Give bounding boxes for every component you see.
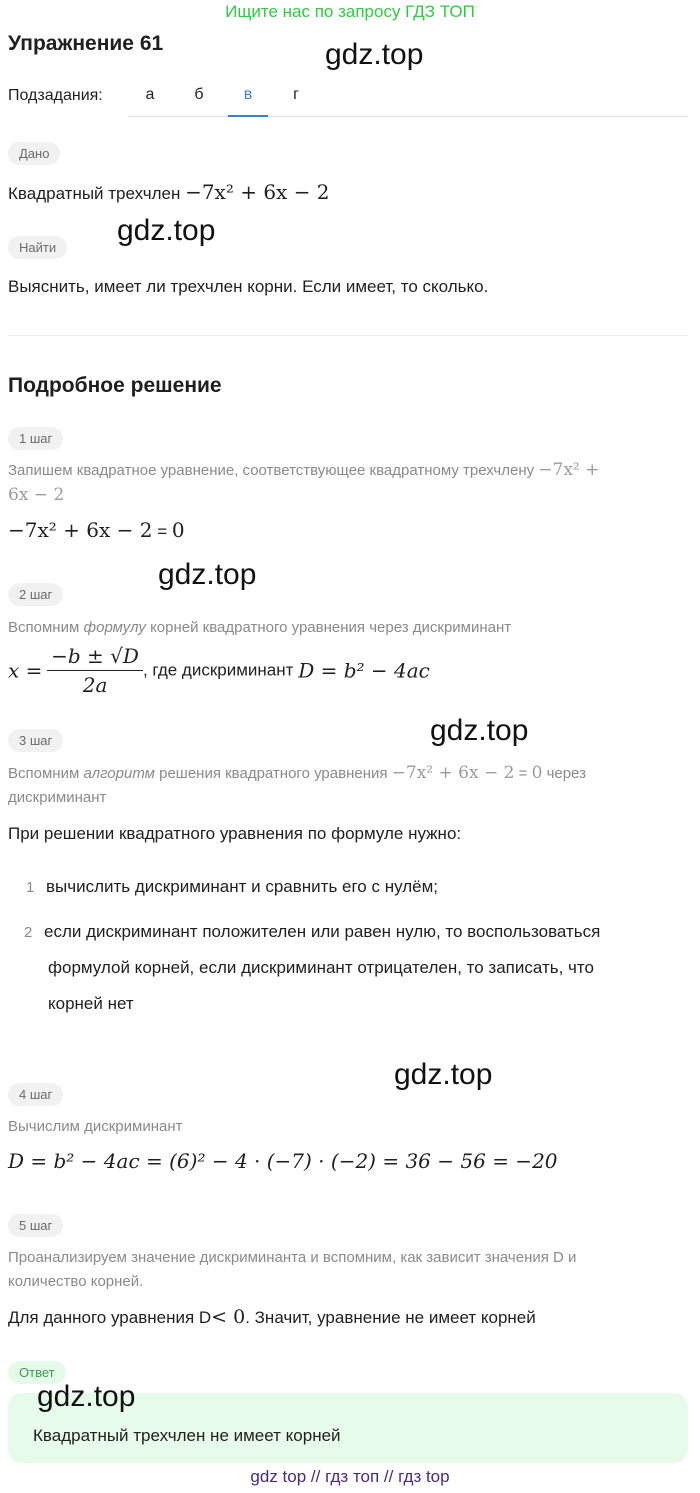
step-3-intro: При решении квадратного уравнения по формуле нужно: (8, 824, 462, 843)
list-item: вычислить дискриминант и сравнить его с нулём; (46, 877, 439, 896)
step-1-equation (8, 518, 185, 542)
given-expression: −7x² + 6x − 2 (185, 180, 330, 204)
tab-b[interactable]: б (194, 86, 204, 103)
watermark: gdz.top (158, 558, 257, 591)
answer-text: Квадратный трехчлен не имеет корней (33, 1426, 341, 1445)
find-text: Выяснить, имеет ли трехчлен корни. Если имеет, то сколько. (8, 277, 489, 296)
tab-a[interactable]: а (145, 86, 155, 103)
quadratic-formula-fraction (47, 644, 143, 697)
step-1-desc-expr-cont: 6x − 2 (8, 485, 65, 505)
solution-title: Подробное решение (8, 374, 222, 397)
conclusion-text: Для данного уравнения D (8, 1308, 212, 1327)
formula-x: x = (8, 658, 43, 683)
step-3-desc-emphasis: алгоритм (83, 765, 155, 782)
conclusion-inequality: < 0 (211, 1306, 246, 1328)
list-item: если дискриминант положителен или равен нулю, то воспользоваться (44, 922, 601, 941)
step-5-chip: 5 шаг (8, 1214, 63, 1237)
step-2-description (8, 616, 511, 640)
step-3-chip: 3 шаг (8, 729, 63, 752)
step-5-desc-line1: Проанализируем значение дискриминанта и вспомним, как зависит значения D и (8, 1249, 577, 1266)
step-4-calculation: D = b² − 4ac = (6)² − 4 · (−7) · (−2) = 36 − 56 = −20 (8, 1149, 558, 1173)
watermark: gdz.top (394, 1058, 493, 1091)
step-3-desc-zero: 0 (531, 763, 543, 783)
step-5-conclusion (8, 1306, 536, 1328)
step-3-desc-end: дискриминант (8, 789, 107, 806)
step-3-desc-text-cont: решения квадратного уравнения (159, 765, 388, 782)
conclusion-text-cont: . Значит, уравнение не имеет корней (245, 1308, 536, 1327)
step-3-desc-text: Вспомним (8, 765, 80, 782)
tab-g[interactable]: г (293, 86, 299, 103)
step-4-chip: 4 шаг (8, 1083, 63, 1106)
list-number: 2 (24, 924, 33, 941)
list-item-cont: корней нет (48, 994, 134, 1013)
subtask-tabs (128, 80, 688, 117)
watermark: gdz.top (325, 38, 424, 71)
equation-equals: = (157, 522, 168, 541)
step-2-desc-text: Вспомним (8, 619, 80, 636)
step-1-description (8, 458, 688, 508)
watermark: gdz.top (117, 214, 216, 247)
equation-left: −7x² + 6x − 2 (8, 518, 153, 542)
step-1-chip: 1 шаг (8, 427, 63, 450)
answer-chip: Ответ (8, 1361, 66, 1384)
step-2-formula (8, 644, 430, 698)
subtasks-label: Подзадания: (8, 87, 103, 104)
find-chip: Найти (8, 236, 67, 259)
step-3-desc-expr: −7x² + 6x − 2 (391, 763, 515, 783)
step-1-desc-expr: −7x² + (538, 460, 600, 480)
watermark: gdz.top (430, 714, 529, 747)
step-2-desc-emphasis: формулу (83, 619, 146, 636)
step-2-chip: 2 шаг (8, 583, 63, 606)
page-title: Упражнение 61 (8, 32, 164, 55)
list-number: 1 (26, 879, 35, 896)
watermark: gdz.top (37, 1380, 136, 1413)
given-text (8, 180, 330, 204)
list-item-cont: формулой корней, если дискриминант отрицателен, то записать, что (48, 958, 594, 977)
tab-v[interactable]: в (228, 86, 268, 117)
formula-denominator: 2a (82, 673, 108, 697)
step-4-description: Вычислим дискриминант (8, 1118, 183, 1135)
step-3-description (8, 761, 688, 810)
step-3-desc-through: через (546, 765, 586, 782)
promo-banner-top[interactable]: Ищите нас по запросу ГДЗ ТОП (225, 2, 475, 21)
step-3-desc-equals: = (518, 765, 528, 782)
discriminant-formula: D = b² − 4ac (298, 658, 430, 683)
step-1-desc-text: Запишем квадратное уравнение, соответствующее квадратному трехчлену (8, 462, 535, 479)
equation-right: 0 (171, 518, 185, 542)
given-chip: Дано (8, 142, 60, 165)
step-2-desc-text-cont: корней квадратного уравнения через дискриминант (150, 619, 512, 636)
promo-links-bottom[interactable]: gdz top // гдз топ // гдз top (250, 1467, 450, 1486)
step-5-desc-line2: количество корней. (8, 1273, 144, 1290)
step-5-description (8, 1246, 688, 1294)
section-divider (8, 335, 688, 336)
given-label: Квадратный трехчлен (8, 184, 181, 203)
formula-middle-text: , где дискриминант (142, 660, 294, 680)
formula-numerator: −b ± √D (47, 644, 143, 671)
